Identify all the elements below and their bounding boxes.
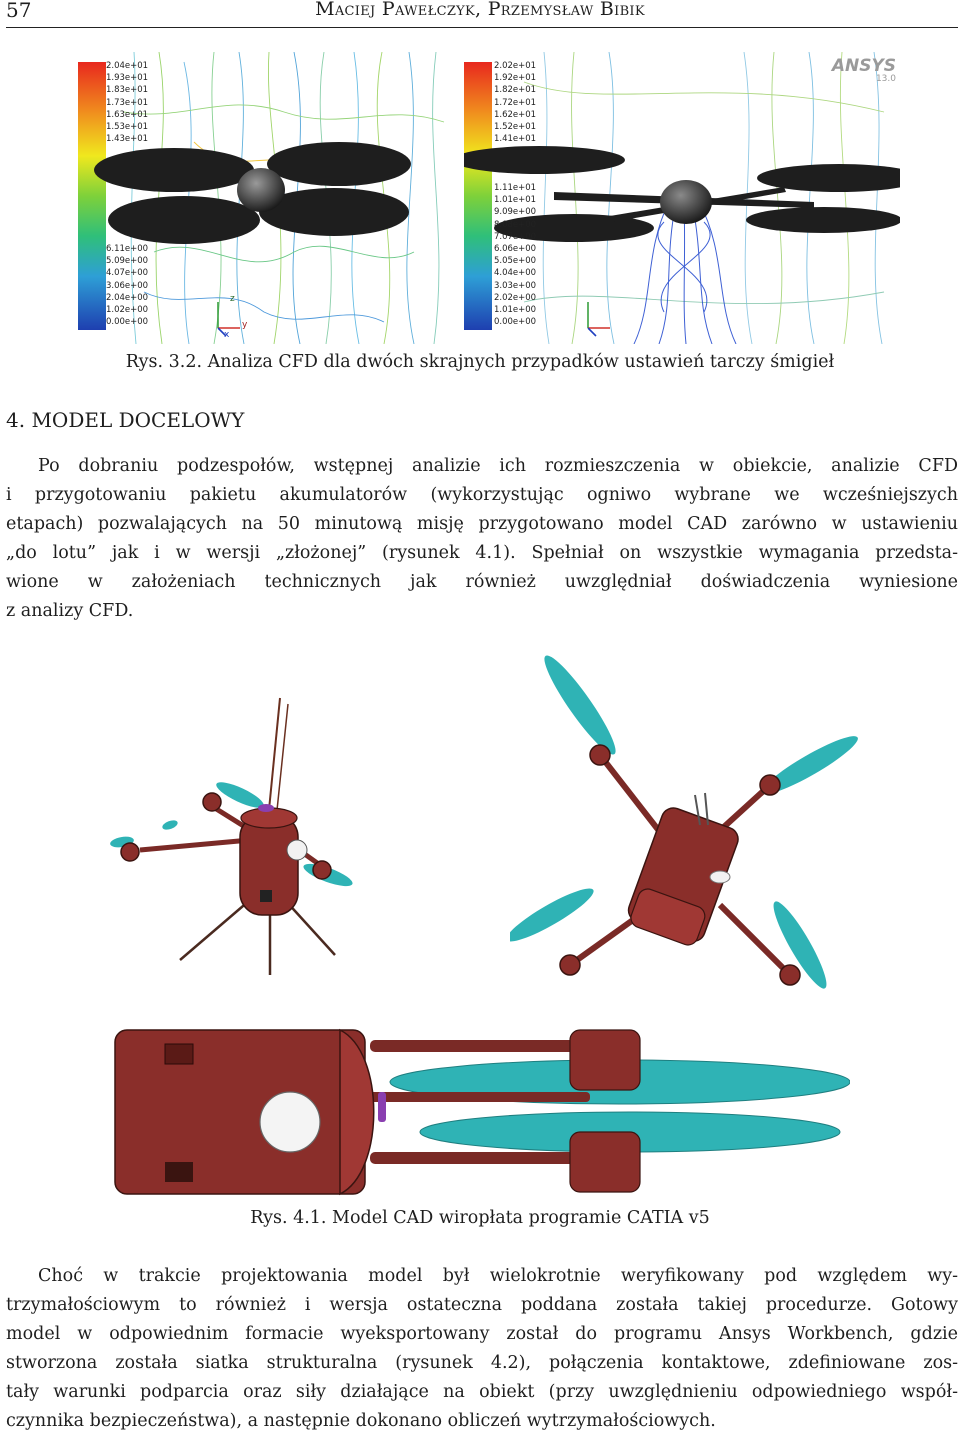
cfd-image-left — [64, 52, 456, 344]
paragraph-line: czynnika bezpieczeństwa), a następnie dokonano obliczeń wytrzymałościowych. — [6, 1411, 716, 1431]
paragraph-line: Po dobraniu podzespołów, wstępnej analizie ich rozmieszczenia w obiekcie, analizie CFD — [38, 456, 958, 476]
paragraph-line: wione w założeniach technicznych jak również uwzględniał doświadczenia wyniesione — [6, 572, 958, 592]
paragraph-line: „do lotu” jak i w wersji „złożonej” (rysunek 4.1). Spełniał on wszystkie wymagania przedsta- — [6, 543, 958, 563]
paragraph-line: i przygotowaniu pakietu akumulatorów (wykorzystując ogniwo wybrane we wcześniejszych — [6, 485, 958, 505]
paragraph-line: Choć w trakcie projektowania model był wielokrotnie weryfikowany pod względem wy- — [38, 1266, 958, 1286]
ansys-version: 13.0 — [875, 74, 896, 84]
paragraph-line: tały warunki podparcia oraz siły działające na obiekt (przy uwzględnieniu odpowiedniego współ- — [6, 1382, 958, 1402]
cfd-colorbar-left — [78, 62, 106, 330]
paragraph-line: etapach) pozwalających na 50 minutową misję przygotowano model CAD zarówno w ustawieniu — [6, 514, 958, 534]
cfd-colorbar-right — [464, 62, 492, 330]
paragraph-line: stworzona została siatka strukturalna (rysunek 4.2), połączenia kontaktowe, zdefiniowane zos- — [6, 1353, 958, 1373]
section-heading: 4. MODEL DOCELOWY — [6, 408, 245, 432]
axis-z-label-left: z — [230, 294, 235, 304]
ansys-logo: ANSYS — [831, 56, 896, 76]
running-header-authors: Maciej Pawełczyk, Przemysław Bibik — [315, 0, 645, 20]
cfd-image-right — [464, 52, 900, 344]
paragraph-line: z analizy CFD. — [6, 601, 134, 621]
cfd-legend-left: 2.04e+01 1.93e+01 1.83e+01 1.73e+01 1.63e+01 1.53e+01 1.43e+01 6.11e+00 5.09e+00 4.07e+00 3.06e+00 2.04e+00 1.02e+00 0.00e+00 — [106, 61, 149, 328]
cad-drone-flight-view — [100, 690, 360, 980]
paragraph-strength — [6, 1262, 958, 1436]
cfd-legend-right: 2.02e+01 1.92e+01 1.82e+01 1.72e+01 1.62e+01 1.52e+01 1.41e+01 1.11e+01 1.01e+01 9.09e+00 8.08e+00 7.07e+00 6.06e+00 5.05e+00 4.04e+00 3.03e+00 2.02e+00 1.01e+00 0.00e+00 — [494, 61, 537, 328]
paragraph-intro — [6, 452, 958, 626]
axis-x-label-left: x — [224, 330, 230, 340]
page-number: 57 — [6, 0, 32, 22]
cad-drone-folded-view — [110, 1022, 850, 1202]
figure-caption-cad: Rys. 4.1. Model CAD wiropłata programie CATIA v5 — [250, 1208, 710, 1228]
paragraph-line: trzymałościowym to również i wersja ostateczna poddana została takiej procedurze. Gotowy — [6, 1295, 958, 1315]
paragraph-line: model w odpowiednim formacie wyeksportowany został do programu Ansys Workbench, gdzie — [6, 1324, 958, 1344]
header-rule — [6, 27, 958, 28]
cad-drone-perspective-view — [510, 655, 860, 995]
axis-y-label-left: y — [242, 320, 248, 330]
figure-caption-cfd: Rys. 3.2. Analiza CFD dla dwóch skrajnych przypadków ustawień tarczy śmigieł — [125, 352, 835, 372]
